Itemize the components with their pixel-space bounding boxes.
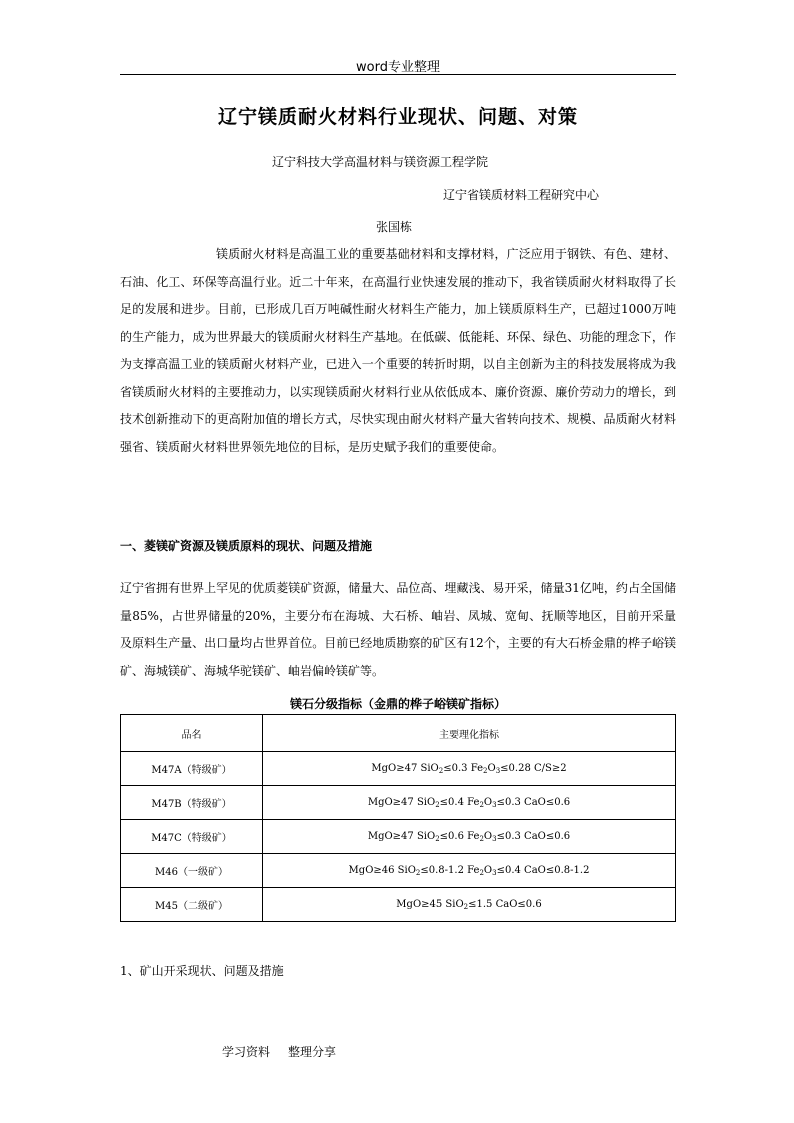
grade-spec: MgO≥45 SiO$_2$≤1.5 CaO≤0.6 — [263, 888, 676, 922]
table-row — [121, 786, 676, 820]
grade-name: M45（二级矿） — [121, 888, 263, 922]
grade-spec: MgO≥46 SiO$_2$≤0.8-1.2 $Fe_2O_3\le 0.4$ CaO≤0.8-1.2 — [263, 854, 676, 888]
author-name: 张国栋 — [376, 220, 413, 234]
table-caption: 镁石分级指标（金鼎的桦子峪镁矿指标） — [289, 697, 506, 711]
magnesite-grade-table — [120, 714, 676, 922]
header-main-indicators: 主要理化指标 — [263, 715, 676, 752]
page-footer — [222, 1043, 354, 1060]
grade-name: M47A（特级矿） — [121, 752, 263, 786]
grade-spec: MgO≥47 SiO$_2$≤0.6 $Fe_2O_3\le 0.3$ CaO≤0.6 — [263, 820, 676, 854]
affiliation-institute: 辽宁科技大学高温材料与镁资源工程学院 — [272, 155, 489, 169]
page-header: word专业整理 — [356, 60, 440, 75]
header-divider — [120, 74, 676, 75]
footer-left-text: 学习资料 — [222, 1045, 271, 1059]
affiliation-center: 辽宁省镁质材料工程研究中心 — [443, 188, 600, 202]
section-paragraph: 辽宁省拥有世界上罕见的优质菱镁矿资源，储量大、品位高、埋藏浅、易开采，储量31亿吨，约占全国储量85%，占世界储量的20%，主要分布在海城、大石桥、岫岩、凤城、宽甸、抚顺等地区，目前开采量及原料生产量、出口量均占世界首位。目前已经地质勘察的矿区有12个，主要的有大石桥金鼎的桦子峪镁矿、海城镁矿、海城华驼镁矿、岫岩偏岭镁矿等。 — [120, 581, 676, 678]
document-title: 辽宁镁质耐火材料行业现状、问题、对策 — [217, 106, 578, 128]
footer-right-text: 整理分享 — [288, 1045, 337, 1059]
subsection-heading: 1、矿山开采现状、问题及措施 — [120, 964, 284, 978]
table-row — [121, 888, 676, 922]
intro-paragraph-block — [120, 241, 676, 461]
section-heading: 一、菱镁矿资源及镁质原料的现状、问题及措施 — [120, 539, 373, 553]
section-paragraph-block — [120, 563, 676, 697]
header-product-name: 品名 — [121, 715, 263, 752]
table-row — [121, 854, 676, 888]
grade-name: M47C（特级矿） — [121, 820, 263, 854]
grade-name: M47B（特级矿） — [121, 786, 263, 820]
table-row — [121, 820, 676, 854]
grade-name: M46（一级矿） — [121, 854, 263, 888]
intro-paragraph: 镁质耐火材料是高温工业的重要基础材料和支撑材料，广泛应用于钢铁、有色、建材、石油、化工、环保等高温行业。近二十年来，在高温行业快速发展的推动下，我省镁质耐火材料取得了长足的发展和进步。目前，已形成几百万吨碱性耐火材料生产能力，加上镁质原料生产，已超过1000万吨的生产能力，成为世界最大的镁质耐火材料生产基地。在低碳、低能耗、环保、绿色、功能的理念下，作为支撑高温工业的镁质耐火材料产业，已进入一个重要的转折时期，以自主创新为主的科技发展将成为我省镁质耐火材料的主要推动力，以实现镁质耐火材料行业从依低成本、廉价资源、廉价劳动力的增长，到技术创新推动下的更高附加值的增长方式，尽快实现由耐火材料产量大省转向技术、规模、品质耐火材料强省、镁质耐火材料世界领先地位的目标，是历史赋予我们的重要使命。 — [120, 247, 676, 454]
table-header-row — [121, 715, 676, 752]
table-row — [121, 752, 676, 786]
grade-spec: MgO≥47 SiO$_2$≤0.4 $Fe_2O_3\le 0.3$ CaO≤0.6 — [263, 786, 676, 820]
grade-spec: MgO≥47 SiO$_2$≤0.3 $Fe_2O_3\le 0.28$ C/S≥2 — [263, 752, 676, 786]
